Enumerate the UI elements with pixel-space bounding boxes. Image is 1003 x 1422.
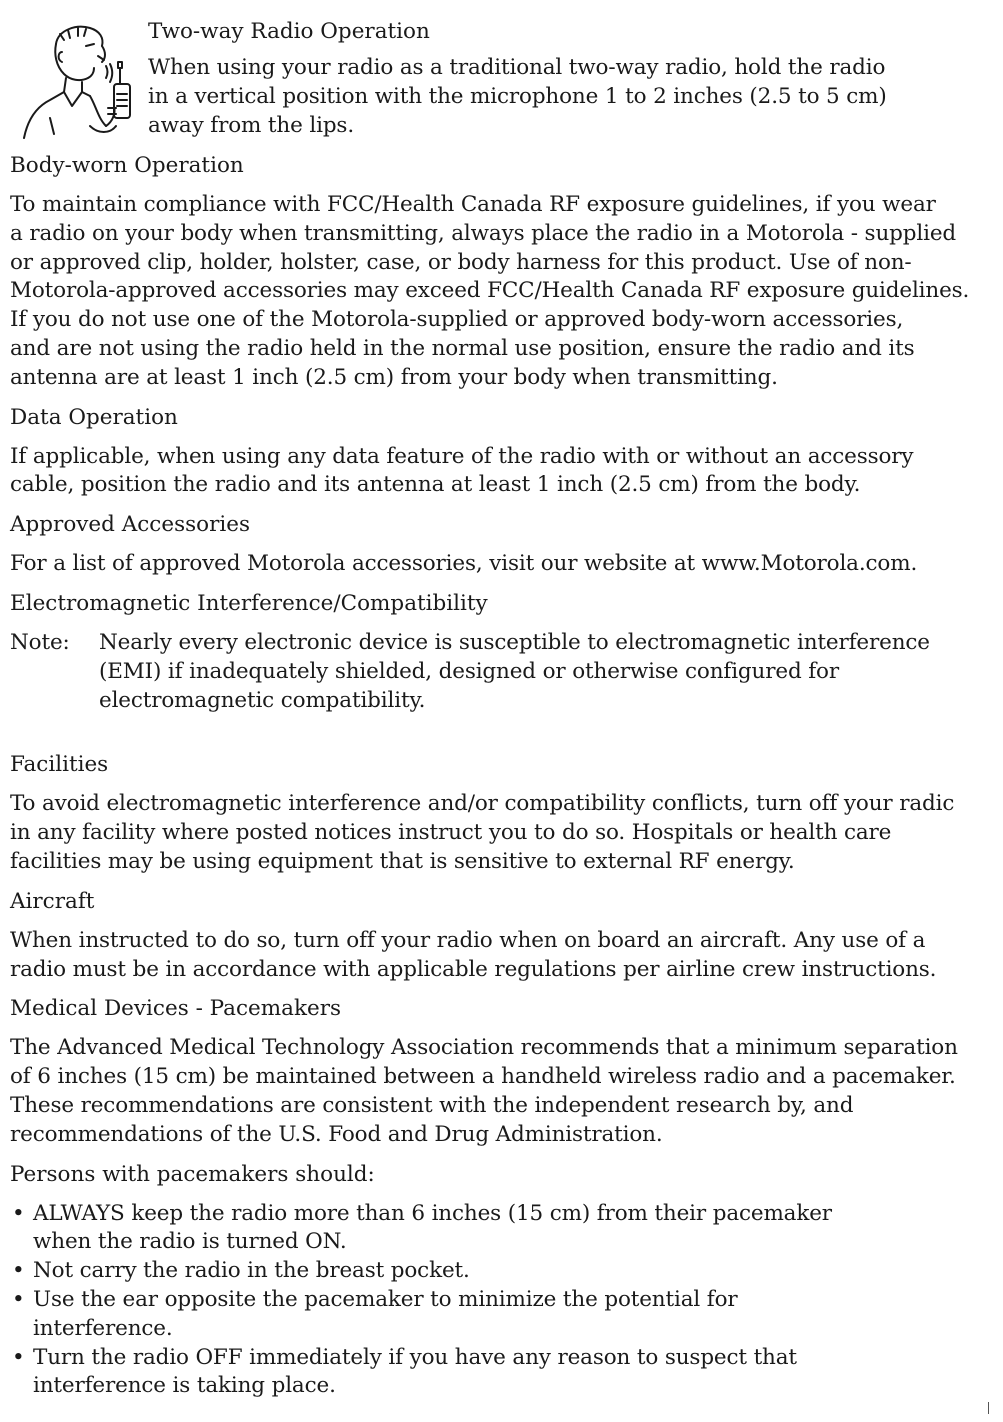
heading-data-operation: Data Operation [10, 404, 178, 430]
heading-approved-accessories: Approved Accessories [10, 512, 250, 538]
text-line: ALWAYS keep the radio more than 6 inches (15 cm) from their pacemaker [33, 1200, 832, 1226]
text-line: If applicable, when using any data feature of the radio with or without an accessory [10, 443, 914, 469]
text-line: or approved clip, holder, holster, case, or body harness for this product. Use of non- [10, 249, 912, 275]
text-line: Use the ear opposite the pacemaker to minimize the potential for [33, 1286, 738, 1312]
section-pacemakers [10, 995, 985, 1401]
text-line: Not carry the radio in the breast pocket. [33, 1258, 470, 1284]
persons-with-pacemakers-heading: Persons with pacemakers should: [10, 1161, 375, 1187]
text-line: When instructed to do so, turn off your radio when on board an aircraft. Any use of a [10, 927, 926, 953]
text-line: away from the lips. [148, 112, 354, 138]
person-holding-radio-icon [20, 22, 140, 140]
text-line: radio must be in accordance with applicable regulations per airline crew instructions. [10, 956, 937, 982]
section-two-way-radio [10, 18, 985, 141]
list-item [10, 1257, 985, 1286]
text-line: when the radio is turned ON. [33, 1229, 347, 1255]
text-line: These recommendations are consistent with the independent research by, and [10, 1092, 854, 1118]
note-label: Note: [10, 629, 70, 655]
heading-two-way-radio: Two-way Radio Operation [148, 19, 430, 44]
text-line: a radio on your body when transmitting, always place the radio in a Motorola - supplied [10, 220, 956, 246]
heading-body-worn: Body-worn Operation [10, 153, 244, 178]
section-body-worn [10, 152, 985, 393]
bullet-icon: • [12, 1344, 25, 1370]
text-line: interference is taking place. [33, 1373, 336, 1399]
section-emi [10, 590, 985, 715]
section-approved-accessories [10, 511, 985, 579]
list-item [10, 1286, 985, 1344]
bullet-icon: • [12, 1286, 25, 1312]
list-item [10, 1200, 985, 1258]
heading-facilities: Facilities [10, 752, 109, 778]
text-line: interference. [33, 1315, 173, 1341]
document-page [10, 18, 985, 1401]
pacemaker-guidelines-list [10, 1200, 985, 1402]
blank-space [10, 715, 985, 740]
text-line: Turn the radio OFF immediately if you have any reason to suspect that [33, 1344, 797, 1370]
text-line: of 6 inches (15 cm) be maintained between a handheld wireless radio and a pacemaker. [10, 1064, 956, 1090]
text-line: in a vertical position with the microphone 1 to 2 inches (2.5 to 5 cm) [148, 83, 887, 109]
text-line: recommendations of the U.S. Food and Drug Administration. [10, 1121, 663, 1147]
text-line: Nearly every electronic device is susceptible to electromagnetic interference [99, 629, 930, 655]
text-line: electromagnetic compatibility. [99, 687, 426, 713]
section-aircraft [10, 888, 985, 985]
text-line: Motorola-approved accessories may exceed FCC/Health Canada RF exposure guidelines. [10, 278, 970, 304]
heading-emi: Electromagnetic Interference/Compatibility [10, 590, 488, 616]
section-data-operation [10, 404, 985, 501]
heading-pacemakers: Medical Devices - Pacemakers [10, 996, 342, 1022]
text-line: For a list of approved Motorola accessories, visit our website at www.Motorola.com. [10, 551, 918, 577]
list-item [10, 1344, 985, 1402]
text-line: When using your radio as a traditional two-way radio, hold the radio [148, 55, 886, 80]
note-text [99, 629, 930, 715]
heading-aircraft: Aircraft [10, 888, 95, 914]
section-facilities [10, 751, 985, 876]
margin-mark [988, 1402, 989, 1414]
text-line: To maintain compliance with FCC/Health Canada RF exposure guidelines, if you wear [10, 192, 936, 217]
bullet-icon: • [12, 1258, 25, 1284]
text-line: cable, position the radio and its antenna at least 1 inch (2.5 cm) from the body. [10, 472, 861, 498]
emi-note [10, 629, 985, 715]
text-line: The Advanced Medical Technology Association recommends that a minimum separation [10, 1035, 958, 1061]
text-line: and are not using the radio held in the normal use position, ensure the radio and its [10, 335, 915, 361]
text-line: To avoid electromagnetic interference and/or compatibility conflicts, turn off your radic [10, 791, 955, 817]
bullet-icon: • [12, 1200, 25, 1226]
text-line: antenna are at least 1 inch (2.5 cm) from your body when transmitting. [10, 364, 778, 390]
text-line: in any facility where posted notices instruct you to do so. Hospitals or health care [10, 820, 892, 846]
two-way-radio-body [148, 54, 985, 140]
text-line: facilities may be using equipment that is sensitive to external RF energy. [10, 848, 795, 874]
text-line: (EMI) if inadequately shielded, designed or otherwise configured for [99, 658, 839, 684]
text-line: If you do not use one of the Motorola-supplied or approved body-worn accessories, [10, 307, 904, 333]
